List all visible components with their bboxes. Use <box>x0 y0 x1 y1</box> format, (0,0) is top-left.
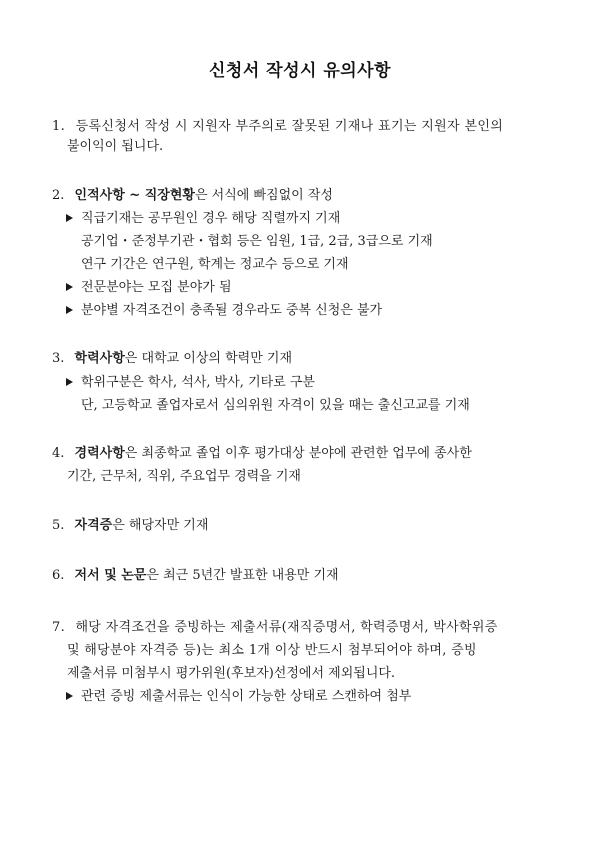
section-2-bullet-1-cont-2 <box>81 256 349 274</box>
section-4-number: 4. <box>52 446 65 461</box>
bullet-cont-text: 연구 기간은 연구원, 학계는 정교수 등으로 기재 <box>81 257 349 272</box>
section-5-line <box>52 517 208 535</box>
section-4-line-1 <box>52 445 472 463</box>
section-1-text-cont: 불이익이 됩니다. <box>67 139 164 154</box>
bullet-triangle-icon <box>66 214 73 222</box>
section-4-text-cont: 기간, 근무처, 직위, 주요업무 경력을 기재 <box>67 469 301 484</box>
bullet-triangle-icon <box>66 283 73 291</box>
section-7-line-2 <box>67 642 477 660</box>
section-1-line-1 <box>52 118 503 136</box>
bullet-text: 관련 증빙 제출서류는 인식이 가능한 상태로 스캔하여 첨부 <box>81 689 412 704</box>
section-2-bullet-1-cont-1 <box>81 233 433 251</box>
section-6-bold: 저서 및 논문 <box>74 568 147 583</box>
section-7-number: 7. <box>52 620 66 635</box>
section-4-bold: 경력사항 <box>74 446 125 461</box>
section-7-text-cont: 제출서류 미첨부시 평가위원(후보자)선정에서 제외됩니다. <box>67 666 396 681</box>
bullet-cont-text: 단, 고등학교 졸업자로서 심의위원 자격이 있을 때는 출신고교를 기재 <box>81 398 470 413</box>
section-2-heading <box>52 187 333 205</box>
bullet-triangle-icon <box>66 378 73 386</box>
section-7-text: 해당 자격조건을 증빙하는 제출서류(재직증명서, 학력증명서, 박사학위증 <box>75 620 498 635</box>
bullet-cont-text: 공기업・준정부기관・협회 등은 임원, 1급, 2급, 3급으로 기재 <box>81 234 433 249</box>
section-3-bullet-1 <box>66 374 315 392</box>
section-5-bold: 자격증 <box>74 518 113 533</box>
section-4-rest: 은 최종학교 졸업 이후 평가대상 분야에 관련한 업무에 종사한 <box>124 446 472 461</box>
section-6-line <box>52 567 339 585</box>
section-1-text: 등록신청서 작성 시 지원자 부주의로 잘못된 기재나 표기는 지원자 본인의 <box>75 119 504 134</box>
bullet-text: 전문분야는 모집 분야가 됨 <box>81 280 232 295</box>
bullet-triangle-icon <box>66 692 73 700</box>
section-3-bold: 학력사항 <box>74 351 125 366</box>
section-3-rest: 은 대학교 이상의 학력만 기재 <box>124 351 293 366</box>
section-4-line-2 <box>67 468 301 486</box>
section-2-bold: 인적사항 ~ 직장현황 <box>74 188 195 203</box>
section-1-number: 1. <box>52 119 66 134</box>
bullet-triangle-icon <box>66 306 73 314</box>
section-7-line-3 <box>67 665 395 683</box>
section-6-rest: 은 최근 5년간 발표한 내용만 기재 <box>146 568 339 583</box>
section-2-rest: 은 서식에 빠짐없이 작성 <box>194 188 333 203</box>
section-2-bullet-3 <box>66 302 382 320</box>
section-3-heading <box>52 350 292 368</box>
section-2-bullet-1 <box>66 210 340 228</box>
section-2-number: 2. <box>52 188 65 203</box>
section-5-rest: 은 해당자만 기재 <box>112 518 209 533</box>
bullet-text: 분야별 자격조건이 충족될 경우라도 중복 신청은 불가 <box>81 303 383 318</box>
section-7-line-1 <box>52 619 498 637</box>
section-3-number: 3. <box>52 351 65 366</box>
section-5-number: 5. <box>52 518 65 533</box>
section-2-bullet-2 <box>66 279 232 297</box>
bullet-text: 직급기재는 공무원인 경우 해당 직렬까지 기재 <box>81 211 341 226</box>
section-7-bullet-1 <box>66 688 411 706</box>
page-title: 신청서 작성시 유의사항 <box>208 61 392 81</box>
section-7-text-cont: 및 해당분야 자격증 등)는 최소 1개 이상 반드시 첨부되어야 하며, 증빙 <box>67 643 477 658</box>
section-6-number: 6. <box>52 568 65 583</box>
section-1-line-2 <box>67 138 163 156</box>
section-3-bullet-1-cont-1 <box>81 397 470 415</box>
bullet-text: 학위구분은 학사, 석사, 박사, 기타로 구분 <box>81 375 315 390</box>
